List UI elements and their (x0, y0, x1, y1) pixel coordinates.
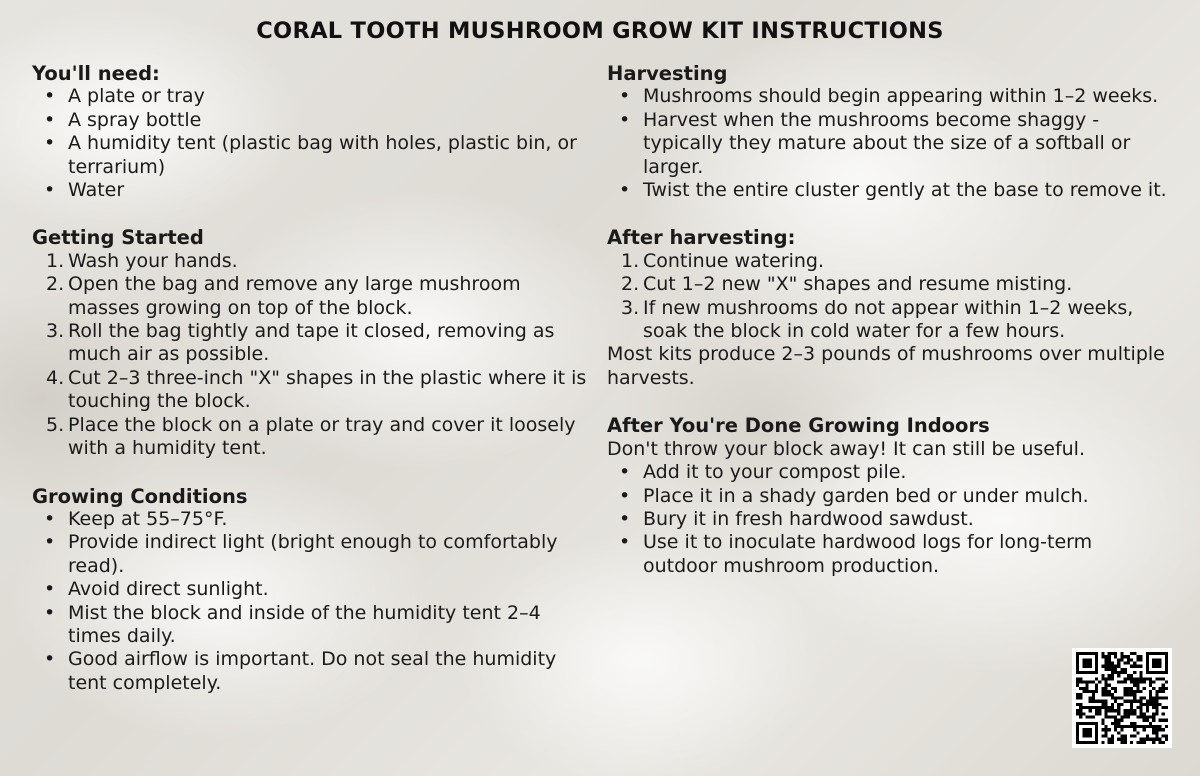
step-number: 3. (46, 320, 65, 343)
harvesting-list (607, 85, 1172, 202)
step-text: Continue watering. (643, 249, 825, 272)
list-item: • Place it in a shady garden bed or under mulch. (607, 485, 1172, 508)
section-growing-conditions (32, 485, 597, 696)
after-done-intro: Don't throw your block away! It can still be useful. (607, 437, 1085, 460)
section-needs (32, 62, 597, 202)
harvesting-heading: Harvesting (607, 62, 728, 85)
step-number: 1. (621, 249, 640, 272)
step-number: 3. (621, 296, 640, 319)
section-harvesting (607, 62, 1172, 202)
section-after-harvesting (607, 226, 1172, 390)
list-item: • Good airflow is important. Do not seal the humidity tent completely. (32, 648, 597, 695)
page-title: CORAL TOOTH MUSHROOM GROW KIT INSTRUCTIONS (256, 18, 944, 44)
after-harvesting-heading: After harvesting: (607, 226, 796, 250)
list-item (607, 250, 1172, 273)
list-item: • A humidity tent (plastic bag with holes, plastic bin, or terrarium) (32, 132, 597, 179)
list-item (607, 273, 1172, 296)
list-item (32, 250, 597, 273)
list-item (32, 367, 597, 414)
list-item: • Use it to inoculate hardwood logs for long-term outdoor mushroom production. (607, 531, 1172, 578)
list-item (32, 414, 597, 461)
section-after-done (607, 414, 1172, 578)
list-item: • A plate or tray (32, 85, 597, 108)
list-item: • A spray bottle (32, 109, 597, 132)
needs-list (32, 85, 597, 202)
list-item: • Water (32, 179, 597, 202)
getting-started-heading: Getting Started (32, 226, 204, 250)
list-item: • Bury it in fresh hardwood sawdust. (607, 508, 1172, 531)
step-text: If new mushrooms do not appear within 1–2 weeks, soak the block in cold water for a few hours. (643, 296, 1134, 343)
after-done-list (607, 461, 1172, 578)
list-item (32, 273, 597, 320)
step-text: Wash your hands. (68, 249, 238, 272)
list-item: • Keep at 55–75°F. (32, 508, 597, 531)
qr-code-graphic (1076, 652, 1168, 744)
list-item: • Avoid direct sunlight. (32, 578, 597, 601)
step-text: Cut 1–2 new "X" shapes and resume misting. (643, 273, 1073, 296)
right-column (607, 62, 1172, 603)
needs-heading: You'll need: (32, 62, 160, 85)
step-number: 2. (621, 273, 640, 296)
list-item: • Mushrooms should begin appearing within 1–2 weeks. (607, 85, 1172, 108)
step-number: 4. (46, 366, 65, 389)
section-getting-started (32, 226, 597, 460)
getting-started-steps (32, 250, 597, 461)
list-item: • Twist the entire cluster gently at the base to remove it. (607, 179, 1172, 202)
list-item: • Add it to your compost pile. (607, 461, 1172, 484)
growing-conditions-list (32, 508, 597, 695)
step-text: Roll the bag tightly and tape it closed, removing as much air as possible. (68, 320, 555, 366)
left-column (32, 62, 597, 720)
list-item: • Mist the block and inside of the humidity tent 2–4 times daily. (32, 602, 597, 649)
list-item (32, 320, 597, 367)
step-number: 2. (46, 273, 65, 296)
yield-note: Most kits produce 2–3 pounds of mushrooms over multiple harvests. (607, 343, 1165, 389)
step-text: Cut 2–3 three-inch "X" shapes in the plastic where it is touching the block. (68, 366, 587, 413)
after-done-heading: After You're Done Growing Indoors (607, 414, 990, 438)
step-number: 1. (46, 249, 65, 272)
list-item: • Harvest when the mushrooms become shaggy - typically they mature about the size of a softball or larger. (607, 109, 1172, 179)
step-text: Place the block on a plate or tray and cover it loosely with a humidity tent. (68, 413, 576, 460)
growing-conditions-heading: Growing Conditions (32, 484, 248, 508)
list-item: • Provide indirect light (bright enough to comfortably read). (32, 531, 597, 578)
after-harvesting-steps (607, 250, 1172, 344)
step-text: Open the bag and remove any large mushroom masses growing on top of the block. (68, 273, 521, 319)
qr-code-icon[interactable] (1072, 648, 1172, 748)
list-item (607, 297, 1172, 344)
step-number: 5. (46, 413, 65, 436)
